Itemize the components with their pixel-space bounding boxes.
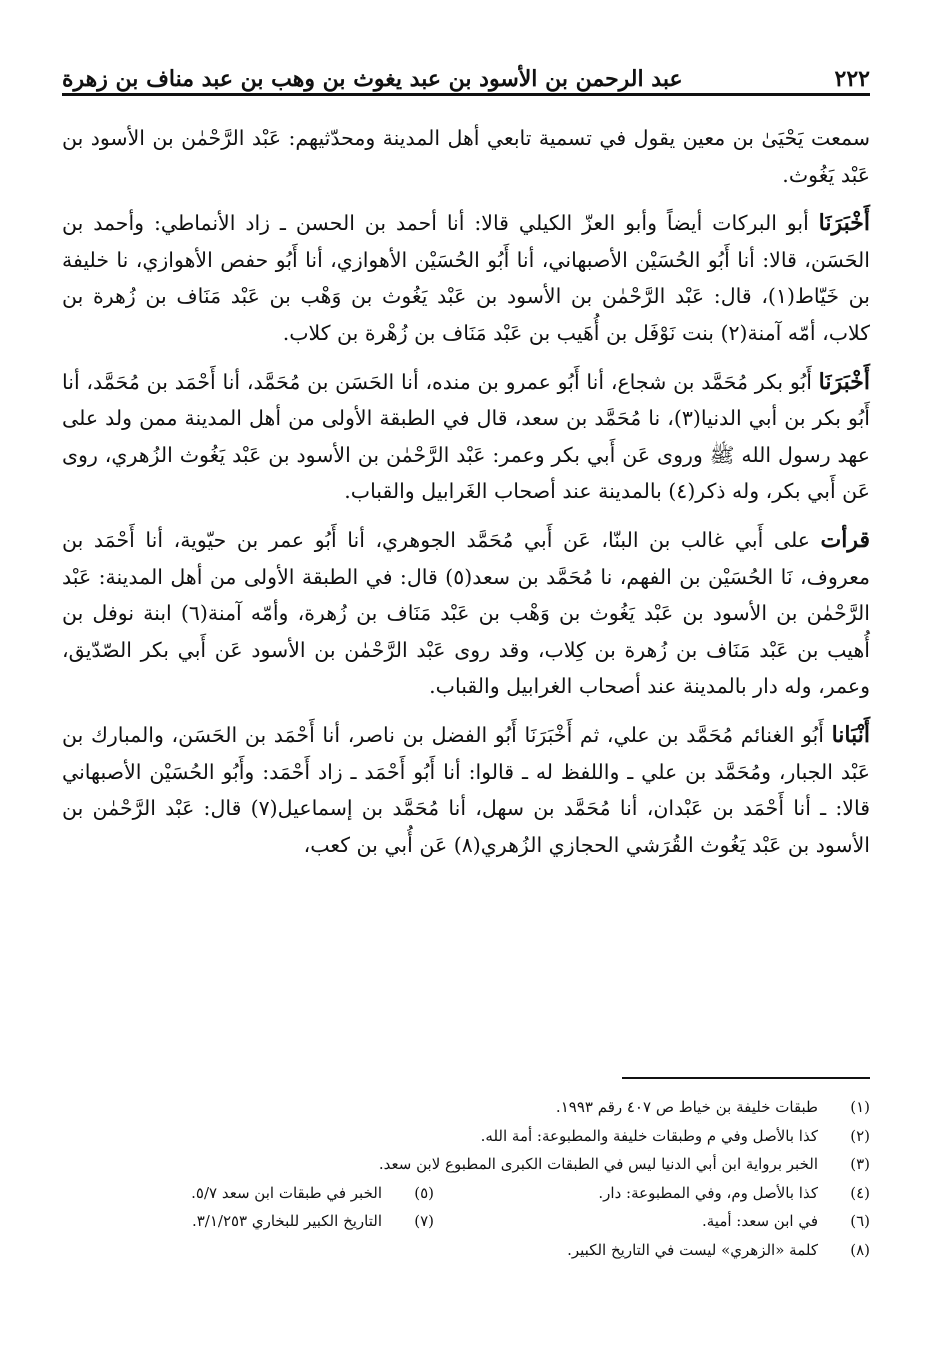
footnote [481,1122,870,1151]
footnote-number: (٢) [850,1126,870,1145]
paragraph [62,205,870,351]
paragraph-lead-word: أَنْبَانا [831,721,870,748]
footnote-row [62,1122,870,1151]
footnote-number: (١) [850,1098,870,1116]
footnote-row [62,1236,870,1265]
footnote [434,1207,870,1236]
footnote-separator [622,1077,870,1079]
page-number: ٢٢٢ [834,66,870,92]
paragraph-text: سمعت يَحْيَىٰ بن معين يقول في تسمية تابعي أهل المدينة ومحدّثيهم: عَبْد الرَّحْمٰن بن الأسود بن عَبْد يَغُوث. [62,126,870,187]
footnote [556,1093,870,1122]
footnote-number: (٤) [850,1183,870,1202]
paragraph [62,717,870,863]
paragraph [62,120,870,193]
footnote-row [62,1179,870,1208]
paragraph-text: أَبُو بكر مُحَمَّد بن شجاع، أنا أَبُو عمرو بن منده، أنا الحَسَن بن مُحَمَّد، أنا أَحْمَد بن مُحَمَّد، أنا أَبُو بكر بن أبي الدنيا(٣)، نا مُحَمَّد بن سعد، قال في الطبقة الأولى من أهل المدينة ممن ولد على عهد رسول الله ﷺ وروى عَن أَبي بكر وعمر: عَبْد الرَّحْمٰن بن الأسود بن عَبْد يَغُوث الزُهري، روى عَن أَبي بكر، وله ذكر(٤) بالمدينة عند أصحاب الغَرابيل والقباب. [62,369,870,504]
footnote-row [62,1150,870,1179]
footnote-row [62,1093,870,1122]
footnote [62,1179,434,1208]
footnotes [62,1093,870,1264]
footnote-text: طبقات خليفة بن خياط ص ٤٠٧ رقم ١٩٩٣. [555,1098,818,1116]
paragraph-lead-word: قرأت [820,526,870,553]
footnote [567,1236,870,1265]
main-text [62,120,870,875]
footnote-text: في ابن سعد: أمية. [701,1212,818,1230]
paragraph-lead-word: أَخْبَرَنَا [818,210,870,237]
paragraph [62,364,870,510]
footnote [434,1179,870,1208]
footnote-text: الخبر برواية ابن أبي الدنيا ليس في الطبقات الكبرى المطبوع لابن سعد. [378,1155,818,1173]
footnote [62,1207,434,1236]
footnote-text: كذا بالأصل وم، وفي المطبوعة: دار. [598,1183,818,1202]
footnote-text: كذا بالأصل وفي م وطبقات خليفة والمطبوعة: أمة الله. [480,1126,818,1145]
paragraph-text: على أَبي غالب بن البنّا، عَن أَبي مُحَمَّد الجوهري، أنا أَبُو عمر بن حيّوية، أنا أَحْمَد بن معروف، نَا الحُسَيْن بن الفهم، نا مُحَمَّد بن سعد(٥) قال: في الطبقة الأولى من أهل المدينة: عَبْد الرَّحْمٰن بن الأسود بن عَبْد يَغُوث بن وَهْب بن عَبْد مَنَاف بن زُهرة، وأمّه آمنة(٦) ابنة نوفل بن أُهيب بن عَبْد مَنَاف بن زُهرة بن كِلاب، وقد روى عَبْد الرَّحْمٰن بن الأسود عَن أَبي بكر الصّدّيق، وعمر، وله دار بالمدينة عند أصحاب الغرابيل والقباب. [62,527,870,699]
paragraph [62,522,870,705]
footnote-text: التاريخ الكبير للبخاري ٣/١/٢٥٣. [191,1212,382,1230]
paragraph-text: أبو البركات أيضاً وأبو العزّ الكيلي قالا: أنا أحمد بن الحسن ـ زاد الأنماطي: وأحمد بن الحَسَن، قالا: أنا أَبُو الحُسَيْن الأصبهاني، أنا أَبُو الحُسَيْن الأهوازي، أنا أَبُو حفص الأهوازي، نا خليفة بن خَيّاط(١)، قال: عَبْد الرَّحْمٰن بن الأسود بن عَبْد يَغُوث بن وَهْب بن عَبْد مَنَاف بن زُهرة بن كلاب، أمّه آمنة(٢) بنت نَوْفَل بن أُهَيب بن عَبْد مَنَاف بن زُهْرة بن كلاب. [62,211,870,345]
running-title: عبد الرحمن بن الأسود بن عبد يغوث بن وهب بن عبد مناف بن زهرة [62,66,683,92]
paragraph-lead-word: أَخْبَرَنَا [818,368,870,395]
paragraph-text: أَبُو الغنائم مُحَمَّد بن علي، ثم أَخْبَرَنَا أَبُو الفضل بن ناصر، أنا أَحْمَد بن الحَسَن، والمبارك بن عَبْد الجبار، ومُحَمَّد بن علي ـ واللفظ له ـ قالوا: أنا أَبُو أَحْمَد ـ زاد أَحْمَد: وأَبُو الحُسَيْن الأصبهاني قالا: ـ أنا أَحْمَد بن عَبْدان، أنا مُحَمَّد بن سهل، أنا مُحَمَّد بن إسماعيل(٧) قال: عَبْد الرَّحْمٰن بن الأسود بن عَبْد يَغُوث القُرَشي الحجازي الزُهري(٨) عَن أُبي بن كعب، [62,722,871,857]
footnote [379,1150,870,1179]
footnote-text: كلمة «الزهري» ليست في التاريخ الكبير. [567,1240,818,1259]
footnote-number: (٧) [414,1212,434,1230]
footnote-text: الخبر في طبقات ابن سعد ٥/٧. [191,1183,382,1202]
footnote-number: (٨) [850,1240,870,1259]
page-header [62,52,870,92]
footnote-number: (٥) [414,1183,434,1202]
footnote-number: (٦) [850,1212,870,1230]
header-rule [62,93,870,96]
footnote-number: (٣) [850,1155,870,1173]
footnote-row [62,1207,870,1236]
